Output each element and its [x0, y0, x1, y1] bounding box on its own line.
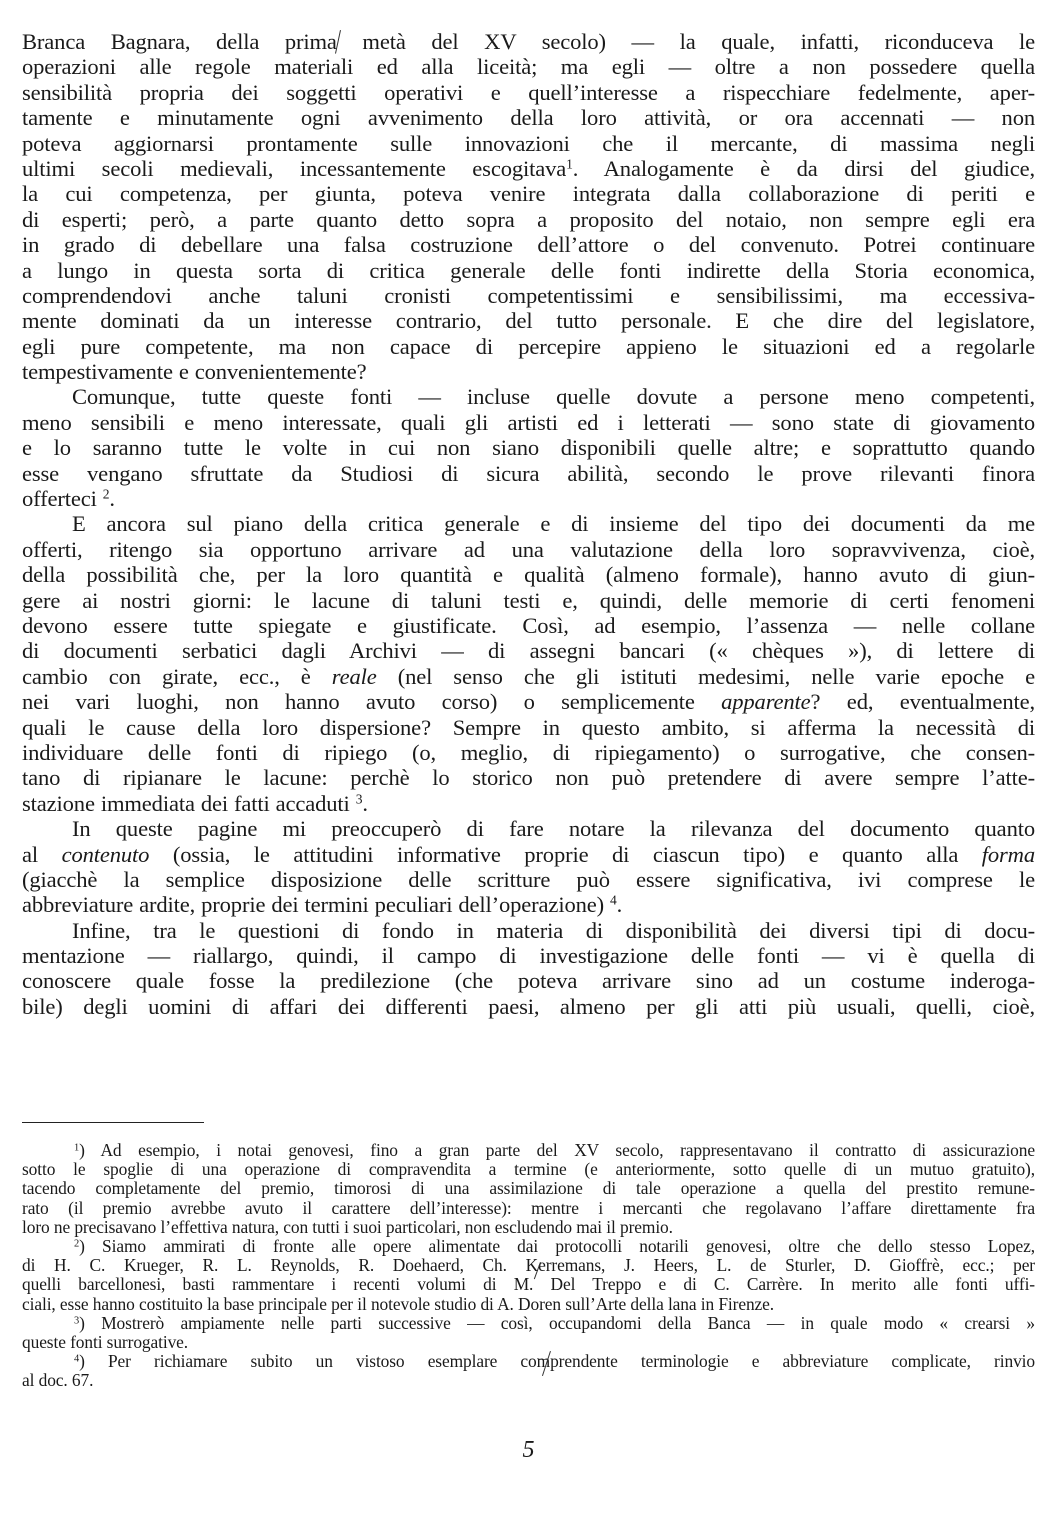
- text-line: di documenti serbatici dagli Archivi — di assegni bancari (« chèques »), di lettere di: [22, 638, 1035, 664]
- text-line: gere ai nostri giorni: le lacune di taluni testi e, quindi, delle memorie di certi fenomeni: [22, 587, 1035, 613]
- footnote-4: [22, 1352, 1035, 1390]
- page-number: 5: [522, 1437, 535, 1463]
- text-run: ) Ad esempio, i notai genovesi, fino a gran parte del XV secolo, rappresentavano il contratto di assicurazione: [79, 1140, 1035, 1160]
- paragraph-2: [22, 385, 1035, 512]
- footnote-3: [22, 1314, 1035, 1352]
- text-line: tano di ripianare le lacune: perchè lo storico non può pretendere di avere sempre l’atte-: [22, 765, 1035, 791]
- text-line: in grado di debellare una falsa costruzione dell’attore o del convenuto. Potrei continuare: [22, 232, 1035, 258]
- text-line: egli pure competente, ma non capace di percepire appieno le situazioni ed a regolarle: [22, 333, 1035, 359]
- text-run: al: [22, 841, 62, 867]
- emphasis-forma: forma: [981, 841, 1035, 867]
- footnote-line: [22, 1237, 1035, 1256]
- text-run: (nel senso che gli istituti medesimi, nelle varie epoche e: [376, 663, 1035, 689]
- text-line: meno sensibili e meno interessate, quali gli artisti ed i letterati — sono state di giovamento: [22, 409, 1035, 435]
- footnote-line: [22, 1141, 1035, 1160]
- text-run: .: [109, 486, 115, 512]
- footnote-1: [22, 1141, 1035, 1237]
- text-line: mentazione — riallargo, quindi, il campo di investigazione delle fonti — vi è quella di: [22, 943, 1035, 969]
- footnotes: [22, 1141, 1035, 1391]
- text-line: Infine, tra le questioni di fondo in materia di disponibilità dei diversi tipi di docu-: [72, 917, 1035, 943]
- footnote-2: [22, 1237, 1035, 1314]
- text-line: a lungo in questa sorta di critica generale delle fonti indirette della Storia economica,: [22, 257, 1035, 283]
- text-run: ) Per richiamare subito un vistoso esemplare comprendente terminologie e abbreviature complicate, rinvio: [79, 1351, 1035, 1372]
- text-line: offerti, ritengo sia opportuno arrivare ad una valutazione della loro sopravvivenza, cioè,: [22, 536, 1035, 562]
- text-line: di esperti; però, a parte quanto detto sopra a proposito del notaio, non sempre egli era: [22, 206, 1035, 232]
- text-line: (giacchè la semplice disposizione delle scritture può essere significativa, ivi comprese le: [22, 866, 1035, 892]
- text-line: poteva aggiornarsi prontamente sulle innovazioni che il mercante, di massima negli: [22, 130, 1035, 156]
- text-line: E ancora sul piano della critica generale e di insieme del tipo dei documenti da me: [72, 511, 1035, 537]
- page-body: [22, 30, 1035, 1020]
- text-line: comprendendovi anche taluni cronisti competentissimi e sensibilissimi, ma eccessiva-: [22, 282, 1035, 308]
- text-line: la cui competenza, per giunta, poteva venire integrata dalla collaborazione di periti e: [22, 181, 1035, 207]
- text-run: nei vari luoghi, non hanno avuto corso) o semplicemente: [22, 689, 722, 715]
- text-line: quali le cause della loro dispersione? Sempre in questo ambito, si afferma la necessità di: [22, 714, 1035, 740]
- footnote-ref-1[interactable]: 1: [566, 156, 573, 172]
- footnote-ref-4[interactable]: 4: [610, 892, 617, 908]
- text-run: .: [362, 790, 368, 816]
- text-line: della possibilità che, per la loro quantità e qualità (almeno formale), hanno avuto di giun-: [22, 562, 1035, 588]
- footnote-line: ciali, esse hanno costituito la base principale per il notevole studio di A. Doren sull’Arte della lana in Firenze.: [22, 1293, 775, 1314]
- text-run: offerteci: [22, 486, 97, 512]
- footnote-line: loro ne precisavano l’effettiva natura, con tutti i suoi particolari, non escludendo mai il premio.: [22, 1216, 673, 1237]
- text-line: esse vengano sfruttate da Studiosi di sicura abilità, secondo le prove rilevanti finora: [22, 460, 1035, 486]
- text-run: stazione immediata dei fatti accaduti: [22, 790, 350, 816]
- main-text: [22, 30, 1035, 1020]
- paragraph-5: [22, 919, 1035, 1021]
- text-line: conoscere quale fosse la predilezione (che poteva arrivare sino ad un costume inderoga-: [22, 968, 1035, 994]
- emphasis-reale: reale: [331, 663, 377, 689]
- footnote-line: di H. C. Krueger, R. L. Reynolds, R. Doehaerd, Ch. Kerremans, J. Heers, L. de Sturler, D. Gioffrè, ecc.; per: [22, 1255, 1035, 1276]
- emphasis-apparente: apparente: [721, 689, 811, 715]
- text-line: [22, 843, 1035, 868]
- text-line: devono essere tutte spiegate e giustificate. Così, ad esempio, l’assenza — nelle collane: [22, 612, 1035, 638]
- text-line: [22, 792, 1035, 817]
- text-run: . Analogamente è da dirsi del giudice,: [572, 155, 1035, 181]
- text-run: ? ed, eventualmente,: [810, 689, 1036, 715]
- text-run: ) Siamo ammirati di fronte alle opere alimentate dai protocolli notarili genovesi, oltre che dello stesso Lopez,: [79, 1236, 1035, 1257]
- text-line: Comunque, tutte queste fonti — incluse quelle dovute a persone meno competenti,: [72, 384, 1035, 410]
- footnote-line: al doc. 67.: [22, 1370, 94, 1391]
- footnote-line: tacendo completamente del premio, timorosi di una assimilazione di tale operazione a quella del prestito remune-: [22, 1178, 1035, 1199]
- footnote-line: quelli barcellonesi, basti rammentare i recenti volumi di M. Del Treppo e di C. Carrère. In merito alle fonti uffi-: [22, 1274, 1035, 1295]
- text-line: [22, 665, 1035, 690]
- footnote-ref-3[interactable]: 3: [355, 791, 363, 807]
- text-line: mente dominati da un interesse contrario, del tutto personale. E che dire del legislatore,: [22, 308, 1035, 334]
- paragraph-4: [22, 817, 1035, 919]
- emphasis-contenuto: contenuto: [61, 841, 150, 867]
- text-line: [22, 487, 1035, 512]
- text-run: ) Mostrerò ampiamente nelle parti successive — così, occupandomi della Banca — in quale modo « crearsi »: [79, 1312, 1035, 1333]
- text-line: individuare delle fonti di ripiego (o, meglio, di ripiegamento) o surrogative, che consen-: [22, 739, 1035, 765]
- text-run: abbreviature ardite, proprie dei termini peculiari dell’operazione): [22, 892, 604, 918]
- footnote-marker: 2: [74, 1238, 80, 1250]
- text-line: bile) degli uomini di affari dei differenti paesi, almeno per gli atti più usuali, quelli, cioè,: [22, 993, 1035, 1019]
- text-run: .: [616, 892, 623, 918]
- text-line: tamente e minutamente ogni avvenimento della loro attività, or ora accennati — non: [22, 105, 1035, 131]
- text-run: (ossia, le attitudini informative proprie di ciascun tipo) e quanto alla: [149, 841, 982, 867]
- footnote-separator: [22, 1122, 204, 1123]
- text-line: [22, 690, 1035, 715]
- footnote-ref-2[interactable]: 2: [102, 486, 110, 502]
- text-line: operazioni alle regole materiali ed alla liceità; ma egli — oltre a non possedere quella: [22, 54, 1035, 80]
- footnote-line: sotto le spoglie di una operazione di compravendita a termine (e anteriormente, sotto quelle di un mutuo gratuito),: [22, 1159, 1035, 1180]
- text-line: Branca Bagnara, della prima metà del XV secolo) — la quale, infatti, riconduceva le: [22, 29, 1035, 54]
- paragraph-1: [22, 30, 1035, 385]
- footnote-line: rato (il premio avrebbe avuto il carattere dell’interesse): mentre i mercanti che regolavano l’affare direttamente fra: [22, 1197, 1035, 1218]
- text-line: e lo saranno tutte le volte in cui non siano disponibili quelle altre; e soprattutto quando: [22, 435, 1035, 461]
- footnote-line: [22, 1352, 1035, 1371]
- text-line: tempestivamente e convenientemente?: [22, 359, 367, 385]
- text-run: ultimi secoli medievali, incessantemente escogitava: [22, 155, 567, 181]
- text-line: [22, 893, 1035, 918]
- paragraph-3: [22, 512, 1035, 817]
- text-line: [22, 157, 1035, 182]
- footnote-marker: 4: [74, 1353, 80, 1365]
- footnote-marker: 3: [74, 1315, 80, 1327]
- text-line: In queste pagine mi preoccuperò di fare notare la rilevanza del documento quanto: [72, 816, 1035, 842]
- footnote-marker: 1: [74, 1142, 80, 1154]
- footnote-line: queste fonti surrogative.: [22, 1332, 189, 1353]
- text-run: cambio con girate, ecc., è: [22, 663, 332, 689]
- text-line: sensibilità propria dei soggetti operativi e quell’interesse a rispecchiare fedelmente, aper-: [22, 79, 1035, 105]
- footnote-line: [22, 1314, 1035, 1333]
